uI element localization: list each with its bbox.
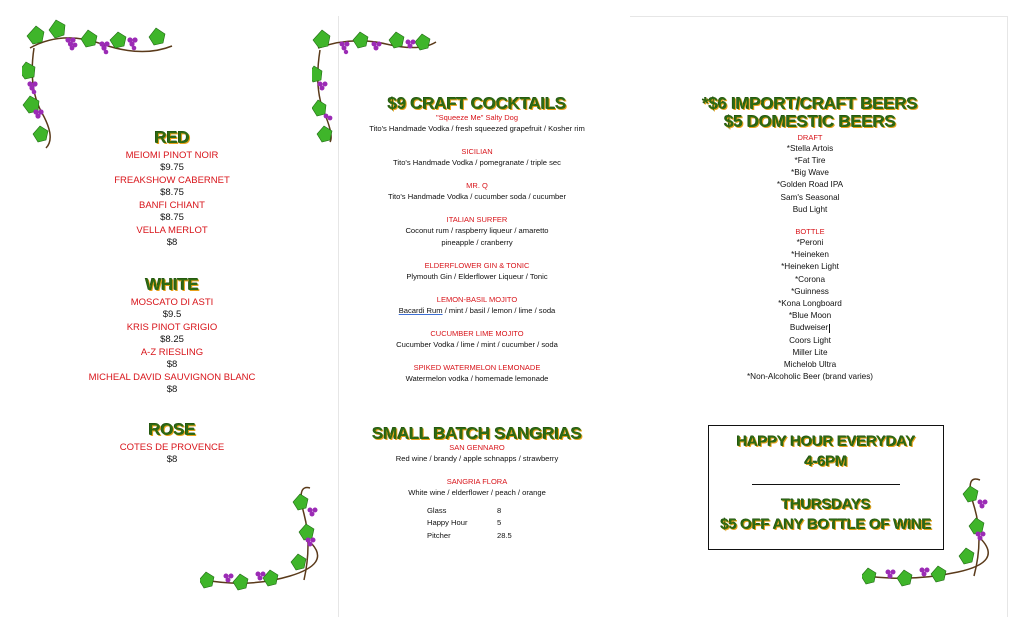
wine-price: $8.75 bbox=[160, 187, 184, 199]
happy-hour-title: HAPPY HOUR EVERYDAY bbox=[736, 433, 916, 450]
wine-name: KRIS PINOT GRIGIO bbox=[126, 321, 218, 333]
wine-section-title: ROSE bbox=[148, 420, 196, 439]
cocktail-desc: Plymouth Gin / Elderflower Liqueur / Tonic bbox=[406, 271, 548, 281]
cocktail-name: LEMON-BASIL MOJITO bbox=[436, 294, 518, 304]
wine-price: $8.75 bbox=[160, 212, 184, 224]
beer-item: Sam's Seasonal bbox=[780, 192, 840, 202]
grape-vine-bottom-left-icon bbox=[200, 484, 324, 596]
wine-name: FREAKSHOW CABERNET bbox=[114, 174, 230, 186]
cocktail-desc: Watermelon vodka / homemade lemonade bbox=[405, 373, 549, 383]
beer-item: *Corona bbox=[794, 274, 826, 284]
beer-item: Bud Light bbox=[792, 204, 828, 214]
beer-item: *Blue Moon bbox=[788, 311, 832, 321]
wine-price: $8 bbox=[166, 384, 178, 396]
beer-item: Miller Lite bbox=[792, 347, 828, 357]
wine-price: $8 bbox=[166, 237, 178, 249]
cocktail-desc: Cucumber Vodka / lime / mint / cucumber / soda bbox=[396, 339, 558, 349]
beer-item: *Non-Alcoholic Beer (brand varies) bbox=[746, 372, 874, 382]
sangria-desc: Red wine / brandy / apple schnapps / strawberry bbox=[395, 453, 559, 463]
cocktail-list bbox=[338, 95, 616, 385]
cocktail-desc: Tito's Handmade Vodka / fresh squeezed grapefruit / Kosher rim bbox=[369, 123, 585, 133]
beer-item: *Guinness bbox=[791, 286, 829, 296]
beer-list bbox=[690, 95, 930, 383]
cocktail-name: CUCUMBER LIME MOJITO bbox=[430, 328, 524, 338]
cocktail-name: ELDERFLOWER GIN & TONIC bbox=[424, 260, 530, 270]
beer-item: *Kona Longboard bbox=[778, 298, 842, 308]
wine-name: A-Z RIESLING bbox=[140, 346, 204, 358]
beer-item: *Heineken bbox=[791, 250, 829, 260]
wine-name: MOSCATO DI ASTI bbox=[130, 296, 214, 308]
price-value: 8 bbox=[497, 505, 502, 515]
cocktail-name: SICILIAN bbox=[461, 146, 493, 156]
cocktails-title: $9 CRAFT COCKTAILS bbox=[387, 94, 567, 113]
wine-section-title: WHITE bbox=[145, 275, 199, 294]
beer-item: *Stella Artois bbox=[786, 143, 834, 153]
wine-price: $8.25 bbox=[160, 334, 184, 346]
price-label: Pitcher bbox=[427, 530, 451, 540]
beer-item-text: Budweiser bbox=[789, 323, 829, 333]
cocktail-desc: Tito's Handmade Vodka / pomegranate / triple sec bbox=[393, 157, 561, 167]
cocktail-desc: pineapple / cranberry bbox=[441, 237, 513, 247]
beers-title-import: *$6 IMPORT/CRAFT BEERS bbox=[702, 94, 918, 113]
wine-name: MICHEAL DAVID SAUVIGNON BLANC bbox=[88, 371, 256, 383]
price-value: 5 bbox=[497, 518, 502, 528]
divider bbox=[752, 484, 900, 485]
wine-list bbox=[72, 276, 272, 397]
wine-price: $8 bbox=[166, 454, 178, 466]
price-label: Happy Hour bbox=[427, 518, 468, 528]
sangria-desc: White wine / elderflower / peach / orange bbox=[408, 487, 546, 497]
beers-title-domestic: $5 DOMESTIC BEERS bbox=[724, 111, 896, 131]
cocktail-desc: Coconut rum / raspberry liqueur / amaretto bbox=[405, 225, 549, 235]
cocktail-name: SPIKED WATERMELON LEMONADE bbox=[413, 362, 541, 372]
cocktail-name: "Squeeze Me" Salty Dog bbox=[435, 112, 519, 122]
sangrias-title: SMALL BATCH SANGRIAS bbox=[372, 424, 582, 443]
beer-item: *Fat Tire bbox=[794, 155, 826, 165]
beer-item-with-cursor[interactable] bbox=[690, 322, 930, 334]
beer-item: *Big Wave bbox=[791, 168, 829, 178]
wine-price: $8 bbox=[166, 359, 178, 371]
wine-name: COTES DE PROVENCE bbox=[119, 441, 225, 453]
spellcheck-underlined-text[interactable]: Bacardi Rum bbox=[398, 305, 443, 315]
price-label: Glass bbox=[427, 505, 447, 515]
cocktail-desc bbox=[338, 305, 616, 317]
sangria-name: SAN GENNARO bbox=[449, 442, 505, 452]
cocktail-desc: Tito's Handmade Vodka / cucumber soda / cucumber bbox=[387, 191, 567, 201]
happy-hour-time: 4-6PM bbox=[804, 453, 848, 470]
cocktail-name: ITALIAN SURFER bbox=[446, 214, 508, 224]
wine-price: $9.5 bbox=[162, 309, 182, 321]
price-value: 28.5 bbox=[497, 530, 512, 540]
beer-item: *Heineken Light bbox=[781, 262, 839, 272]
wine-list bbox=[82, 129, 262, 250]
sangria-price-table bbox=[338, 505, 616, 543]
sangria-name: SANGRIA FLORA bbox=[446, 476, 508, 486]
wine-list bbox=[92, 421, 252, 467]
sangria-list bbox=[338, 425, 616, 542]
wine-name: BANFI CHIANT bbox=[139, 199, 205, 211]
happy-hour-box bbox=[708, 425, 944, 550]
beer-item: *Golden Road IPA bbox=[776, 180, 844, 190]
cocktail-desc-rest: / mint / basil / lemon / lime / soda bbox=[442, 305, 556, 315]
thursday-deal: $5 OFF ANY BOTTLE OF WINE bbox=[720, 516, 932, 533]
beer-item: *Peroni bbox=[796, 237, 824, 247]
wine-section-title: RED bbox=[154, 128, 190, 147]
cocktail-name: MR. Q bbox=[466, 180, 488, 190]
beer-item: Michelob Ultra bbox=[783, 359, 837, 369]
text-cursor-icon bbox=[829, 324, 830, 333]
wine-price: $9.75 bbox=[160, 162, 184, 174]
wine-name: VELLA MERLOT bbox=[136, 224, 208, 236]
beer-item: Coors Light bbox=[789, 335, 831, 345]
wine-name: MEIOMI PINOT NOIR bbox=[125, 149, 219, 161]
bottle-label: BOTTLE bbox=[795, 226, 825, 236]
thursday-title: THURSDAYS bbox=[781, 496, 871, 513]
draft-label: DRAFT bbox=[797, 132, 823, 142]
